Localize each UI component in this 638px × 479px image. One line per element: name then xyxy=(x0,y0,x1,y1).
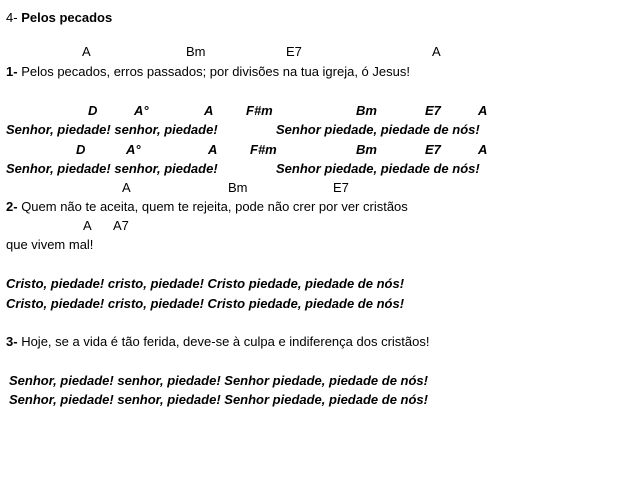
chord: E7 xyxy=(425,103,441,118)
refrain3-line2: Senhor, piedade! senhor, piedade! Senhor piedade, piedade de nós! xyxy=(9,392,428,407)
chord: A xyxy=(478,142,488,157)
chord: A xyxy=(478,103,488,118)
refrain1-line-b-part1: Senhor, piedade! senhor, piedade! xyxy=(6,161,218,176)
chord: A xyxy=(208,142,218,157)
chord: Bm xyxy=(356,142,377,157)
chord: Bm xyxy=(228,180,248,195)
verse1-line xyxy=(6,64,410,80)
chord: A xyxy=(122,180,131,195)
verse2-line-cont: que vivem mal! xyxy=(6,237,94,252)
verse-number: 2- xyxy=(6,199,18,214)
song-title xyxy=(6,10,112,26)
chord: Bm xyxy=(186,44,206,59)
chord: A xyxy=(432,44,441,59)
chord: E7 xyxy=(425,142,441,157)
chord: Bm xyxy=(356,103,377,118)
verse-text: Quem não te aceita, quem te rejeita, pode não crer por ver cristãos xyxy=(21,199,408,214)
refrain1-line-b-part2: Senhor piedade, piedade de nós! xyxy=(276,161,480,176)
refrain1-line-a-part1: Senhor, piedade! senhor, piedade! xyxy=(6,122,218,137)
verse-text: Hoje, se a vida é tão ferida, deve-se à culpa e indiferença dos cristãos! xyxy=(21,334,430,349)
chord: A° xyxy=(134,103,149,118)
verse-number: 3- xyxy=(6,334,18,349)
chord: F#m xyxy=(250,142,277,157)
refrain2-line2: Cristo, piedade! cristo, piedade! Cristo piedade, piedade de nós! xyxy=(6,296,405,311)
chord: E7 xyxy=(286,44,302,59)
verse-number: 1- xyxy=(6,64,18,79)
refrain3-line1: Senhor, piedade! senhor, piedade! Senhor piedade, piedade de nós! xyxy=(9,373,428,388)
refrain1-line-a-part2: Senhor piedade, piedade de nós! xyxy=(276,122,480,137)
chord: A° xyxy=(126,142,141,157)
song-number: 4- xyxy=(6,10,18,25)
song-name: Pelos pecados xyxy=(21,10,113,25)
chord: D xyxy=(88,103,98,118)
chord: E7 xyxy=(333,180,349,195)
verse-text: Pelos pecados, erros passados; por divisões na tua igreja, ó Jesus! xyxy=(21,64,410,79)
chord: A xyxy=(204,103,214,118)
refrain2-line1: Cristo, piedade! cristo, piedade! Cristo piedade, piedade de nós! xyxy=(6,276,405,291)
chord: A7 xyxy=(113,218,129,233)
verse2-line xyxy=(6,199,408,215)
verse3-line xyxy=(6,334,429,350)
chord: D xyxy=(76,142,86,157)
chord: F#m xyxy=(246,103,273,118)
chord: A xyxy=(83,218,92,233)
chord: A xyxy=(82,44,91,59)
